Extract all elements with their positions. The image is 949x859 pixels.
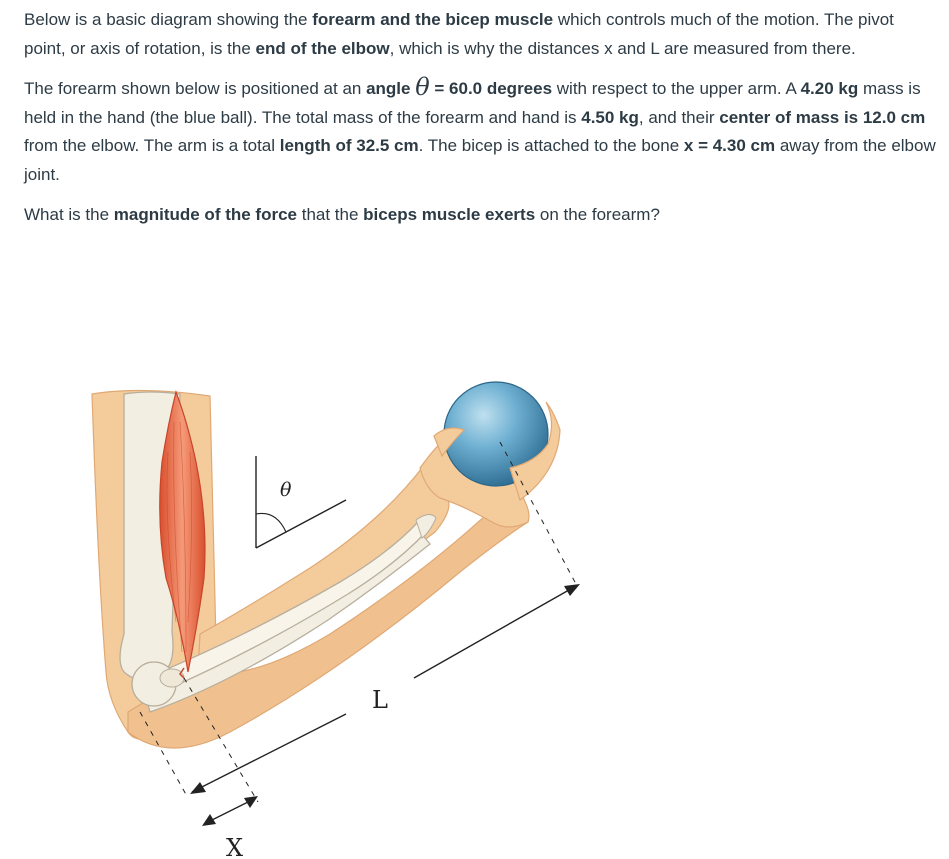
paragraph-problem-given [24, 75, 940, 189]
text-run: that the [297, 205, 364, 224]
diagram-svg [80, 372, 680, 859]
text-run: . The bicep is attached to the bone [418, 136, 684, 155]
text-run: What is the [24, 205, 114, 224]
bold-text: x = 4.30 cm [683, 136, 776, 155]
theta-label: θ [280, 479, 292, 501]
text-run: from the elbow. The arm is a total [24, 136, 280, 155]
bold-text: angle [366, 79, 416, 98]
angle-reference-forearm [256, 500, 346, 548]
bold-text: magnitude of the force [113, 205, 297, 224]
paragraph-diagram-intro [24, 6, 940, 63]
x-label: X [226, 834, 244, 859]
bold-text: end of the elbow [255, 38, 390, 58]
L-dimension-line-upper [414, 586, 576, 678]
x-arrow-head-right [244, 796, 258, 808]
bold-text: = 60.0 degrees [429, 79, 553, 98]
L-label: L [372, 686, 388, 714]
paragraph-question [24, 201, 940, 230]
bold-text: length of 32.5 cm [279, 136, 419, 155]
text-run: , and their [638, 107, 720, 127]
L-arrow-head-right [564, 584, 580, 596]
bold-text: 4.50 kg [581, 107, 639, 127]
bold-text: center of mass is 12.0 cm [719, 107, 926, 127]
text-run: on the forearm? [535, 205, 660, 224]
angle-arc [256, 513, 286, 532]
forearm-bicep-diagram [80, 372, 680, 859]
theta-symbol: θ [415, 73, 430, 101]
text-run: , which is why the distances x and L are measured from there. [389, 38, 856, 58]
text-run: with respect to the upper arm. A [552, 79, 801, 98]
text-run: The forearm shown below is positioned at an [24, 79, 367, 98]
question-text [24, 6, 940, 242]
text-run: mass is held in the hand (the blue ball). The total mass of the forearm and hand is [24, 79, 921, 127]
bold-text: 4.20 kg [800, 79, 859, 98]
elbow-joint-detail [160, 669, 184, 687]
text-run: Below is a basic diagram showing the [24, 10, 313, 29]
L-arrow-head-left [190, 782, 206, 794]
text-run: away from the elbow joint. [24, 136, 936, 184]
x-arrow-head-left [202, 814, 216, 826]
bold-text: biceps muscle exerts [363, 205, 536, 224]
text-run: which controls much of the motion. The pivot point, or axis of rotation, is the [24, 10, 894, 58]
bold-text: forearm and the bicep muscle [312, 10, 554, 29]
